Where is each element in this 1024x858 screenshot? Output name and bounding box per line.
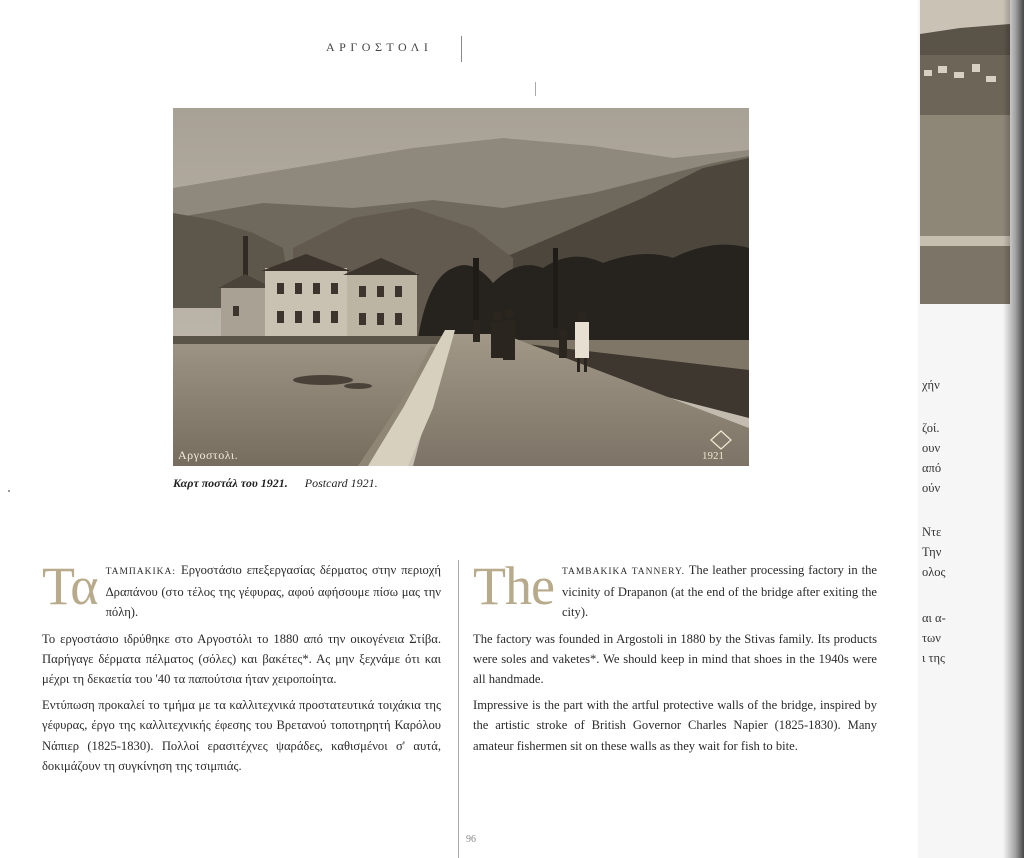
header-divider <box>461 36 462 62</box>
greek-paragraph-1 <box>42 556 441 623</box>
english-paragraph-2: The factory was founded in Argostoli in 1880 by the Stivas family. Its products were soles and vaketes*. We should keep in mind that shoes in the 1940s were all handmade. <box>473 631 877 687</box>
greek-paragraph-3: Εντύπωση προκαλεί το τμήμα με τα καλλιτεχνικά προστατευτικά τοιχάκια της γέφυρας, έργο της καλλιτεχνικής έφεσης του Βρετανού τοποτηρητή Καρόλου Νάπιερ (1825-1830). Πολλοί ερασιτέχνες ψαράδες, καθισμένοι σ' αυτά, δοκιμάζουν τη συγκίνηση της τσιμπιάς. <box>42 698 441 773</box>
next-page-fragment: ουν <box>922 441 941 455</box>
next-page-fragment: των <box>922 631 941 645</box>
next-page-fragment: χήν <box>922 378 940 392</box>
greek-lead-term: ΤΑΜΠΑΚΙΚΑ: <box>105 567 177 577</box>
greek-paragraph-2: Το εργοστάσιο ιδρύθηκε στο Αργοστόλι το 1880 από την οικογένεια Στίβα. Παρήγαγε δέρματα πέλματος (σόλες) και βακέτες*. Ας μην ξεχνάμε ότι και μέχρι τη δεκαετία του '40 τα παπούτσια ήταν χειροποίητα. <box>42 631 441 687</box>
next-page-fragment: ζοί. <box>922 421 940 435</box>
greek-drop-cap: Τα <box>42 556 98 616</box>
next-page-fragment: Την <box>922 545 942 559</box>
next-page-photo <box>920 0 1010 304</box>
figure-caption <box>173 476 378 491</box>
postcard-year-mark: 1921 <box>702 450 724 462</box>
next-page-fragment: ούν <box>922 481 941 495</box>
english-paragraph-3: Impressive is the part with the artful protective walls of the bridge, inspired by the artistic stroke of British Governor Charles Napier (1825-1830). Many amateur fishermen sit on these walls as they wait for fish to bite. <box>473 698 877 753</box>
next-page-fragment: από <box>922 461 942 475</box>
next-page-fragment: ολος <box>922 565 946 579</box>
greek-column <box>42 556 441 782</box>
english-column <box>473 556 877 762</box>
next-page-fragment: Ντε <box>922 525 942 539</box>
english-paragraph-1 <box>473 556 877 623</box>
caption-english: Postcard 1921. <box>304 476 378 490</box>
next-page-fragment: αι α- <box>922 611 946 625</box>
postcard-place-label: Αργοστολι. <box>178 448 239 462</box>
english-paragraph-1-text: The leather processing factory in the vicinity of Drapanon (at the end of the bridge after exiting the city). <box>561 563 877 620</box>
english-drop-cap: The <box>473 556 554 616</box>
crop-mark <box>535 82 536 96</box>
column-divider <box>458 560 459 858</box>
gutter-shadow <box>1003 0 1024 858</box>
running-title: ΑΡΓΟΣΤΟΛΙ <box>326 40 433 54</box>
caption-greek: Καρτ ποστάλ του 1921. <box>173 476 288 490</box>
next-page-fragment: ι της <box>922 651 945 665</box>
scan-speck <box>8 490 10 492</box>
postcard-photo <box>173 108 749 466</box>
english-lead-term: TAMBAKIKA TANNERY. <box>561 567 685 577</box>
greek-paragraph-1-text: Εργοστάσιο επεξεργασίας δέρματος στην περιοχή Δραπάνου (στο τέλος της γέφυρας, αφού αφήσουμε πίσω μας την πόλη). <box>105 563 441 620</box>
page-number: 96 <box>466 834 476 845</box>
